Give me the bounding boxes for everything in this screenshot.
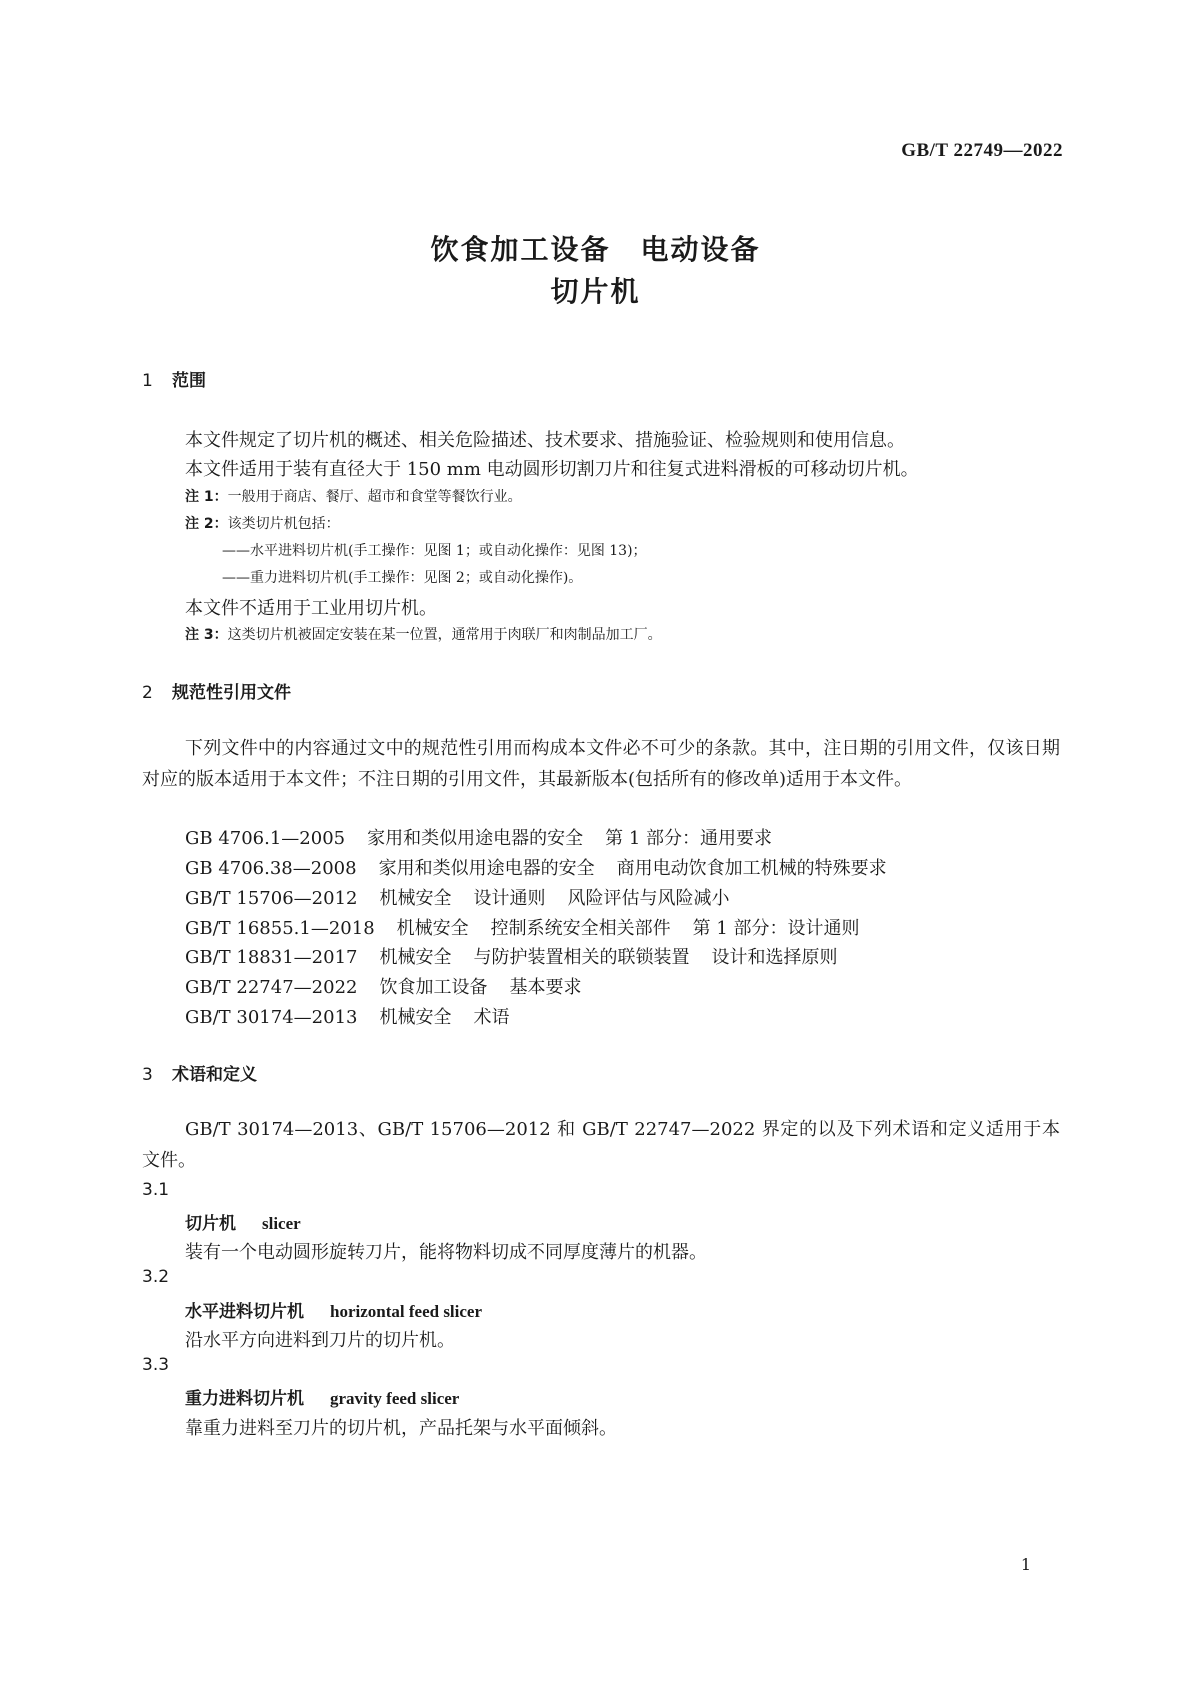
reference-code: GB 4706.1—2005 — [185, 828, 346, 849]
section-number: 1 — [142, 371, 153, 391]
term-definition: 靠重力进料至刀片的切片机，产品托架与水平面倾斜。 — [185, 1418, 617, 1439]
reference-title-part: 机械安全 — [379, 947, 452, 968]
reference-title-part: 家用和类似用途电器的安全 — [367, 828, 584, 849]
reference-title-part: 饮食加工设备 — [379, 977, 488, 998]
term-name-cn: 水平进料切片机 — [185, 1302, 304, 1322]
note-3 — [185, 624, 662, 644]
paragraph: 本文件不适用于工业用切片机。 — [185, 598, 437, 619]
reference-item — [185, 884, 729, 910]
reference-title-part: 设计和选择原则 — [711, 947, 838, 968]
term-number: 3.2 — [142, 1267, 170, 1287]
note-1 — [185, 486, 522, 506]
reference-item — [185, 854, 887, 880]
reference-item — [185, 973, 581, 999]
reference-title-part: 机械安全 — [396, 918, 469, 939]
term-name — [185, 1297, 482, 1322]
term-name-cn: 切片机 — [185, 1214, 236, 1234]
document-title-line1: 饮食加工设备 电动设备 — [430, 233, 761, 266]
section-title: 范围 — [172, 371, 206, 391]
paragraph: 本文件适用于装有直径大于 150 mm 电动圆形切割刀片和往复式进料滑板的可移动切片机。 — [185, 459, 919, 480]
note-text: 一般用于商店、餐厅、超市和食堂等餐饮行业。 — [227, 489, 522, 505]
reference-code: GB 4706.38—2008 — [185, 858, 357, 879]
term-name-en: slicer — [262, 1214, 301, 1233]
reference-item — [185, 914, 860, 940]
term-definition: 装有一个电动圆形旋转刀片，能将物料切成不同厚度薄片的机器。 — [185, 1242, 707, 1263]
note-text: 该类切片机包括： — [227, 516, 340, 532]
section-3-heading — [142, 1060, 257, 1085]
note-label: 注 3： — [185, 627, 228, 643]
reference-item — [185, 943, 837, 969]
section-title: 规范性引用文件 — [172, 683, 291, 703]
reference-code: GB/T 16855.1—2018 — [185, 918, 375, 939]
reference-title-part: 机械安全 — [379, 1007, 452, 1028]
reference-code: GB/T 18831—2017 — [185, 947, 358, 968]
page-number: 1 — [1020, 1555, 1031, 1574]
term-name — [185, 1209, 301, 1234]
section-number: 2 — [142, 683, 153, 703]
note-text: 这类切片机被固定安装在某一位置，通常用于肉联厂和肉制品加工厂。 — [227, 627, 662, 643]
reference-code: GB/T 22747—2022 — [185, 977, 358, 998]
section-2-heading — [142, 678, 291, 703]
reference-code: GB/T 30174—2013 — [185, 1007, 358, 1028]
reference-item — [185, 1003, 509, 1029]
reference-title-part: 术语 — [473, 1007, 510, 1028]
reference-title-part: 商用电动饮食加工机械的特殊要求 — [616, 858, 887, 879]
reference-title-part: 第 1 部分：通用要求 — [605, 828, 773, 849]
term-number: 3.1 — [142, 1180, 170, 1200]
term-definition: 沿水平方向进料到刀片的切片机。 — [185, 1330, 455, 1351]
note-list-item: ——重力进料切片机(手工操作：见图 2；或自动化操作)。 — [222, 570, 583, 586]
section-1-heading — [142, 366, 206, 391]
paragraph: 下列文件中的内容通过文中的规范性引用而构成本文件必不可少的条款。其中，注日期的引用文件，仅该日期对应的版本适用于本文件；不注日期的引用文件，其最新版本(包括所有的修改单)适用于本文件。 — [142, 738, 1060, 790]
reference-item — [185, 824, 772, 850]
term-number: 3.3 — [142, 1355, 170, 1375]
note-list-item: ——水平进料切片机(手工操作：见图 1；或自动化操作：见图 13)； — [222, 543, 647, 559]
section-title: 术语和定义 — [172, 1065, 257, 1085]
document-title-line2: 切片机 — [550, 275, 641, 308]
reference-title-part: 机械安全 — [379, 888, 452, 909]
document-code: GB/T 22749—2022 — [901, 140, 1063, 161]
reference-title-part: 第 1 部分：设计通则 — [692, 918, 860, 939]
reference-title-part: 基本要求 — [509, 977, 582, 998]
reference-title-part: 控制系统安全相关部件 — [490, 918, 671, 939]
term-name-cn: 重力进料切片机 — [185, 1389, 304, 1409]
note-label: 注 1： — [185, 489, 228, 505]
reference-title-part: 风险评估与风险减小 — [567, 888, 730, 909]
term-name-en: gravity feed slicer — [330, 1389, 460, 1408]
reference-code: GB/T 15706—2012 — [185, 888, 358, 909]
reference-title-part: 设计通则 — [473, 888, 546, 909]
note-2 — [185, 513, 340, 533]
term-name — [185, 1384, 459, 1409]
paragraph: GB/T 30174—2013、GB/T 15706—2012 和 GB/T 22747—2022 界定的以及下列术语和定义适用于本文件。 — [142, 1119, 1060, 1171]
note-label: 注 2： — [185, 516, 228, 532]
reference-title-part: 家用和类似用途电器的安全 — [378, 858, 595, 879]
section-number: 3 — [142, 1065, 153, 1085]
term-name-en: horizontal feed slicer — [330, 1302, 483, 1321]
paragraph: 本文件规定了切片机的概述、相关危险描述、技术要求、措施验证、检验规则和使用信息。 — [185, 430, 905, 451]
reference-title-part: 与防护装置相关的联锁装置 — [473, 947, 690, 968]
